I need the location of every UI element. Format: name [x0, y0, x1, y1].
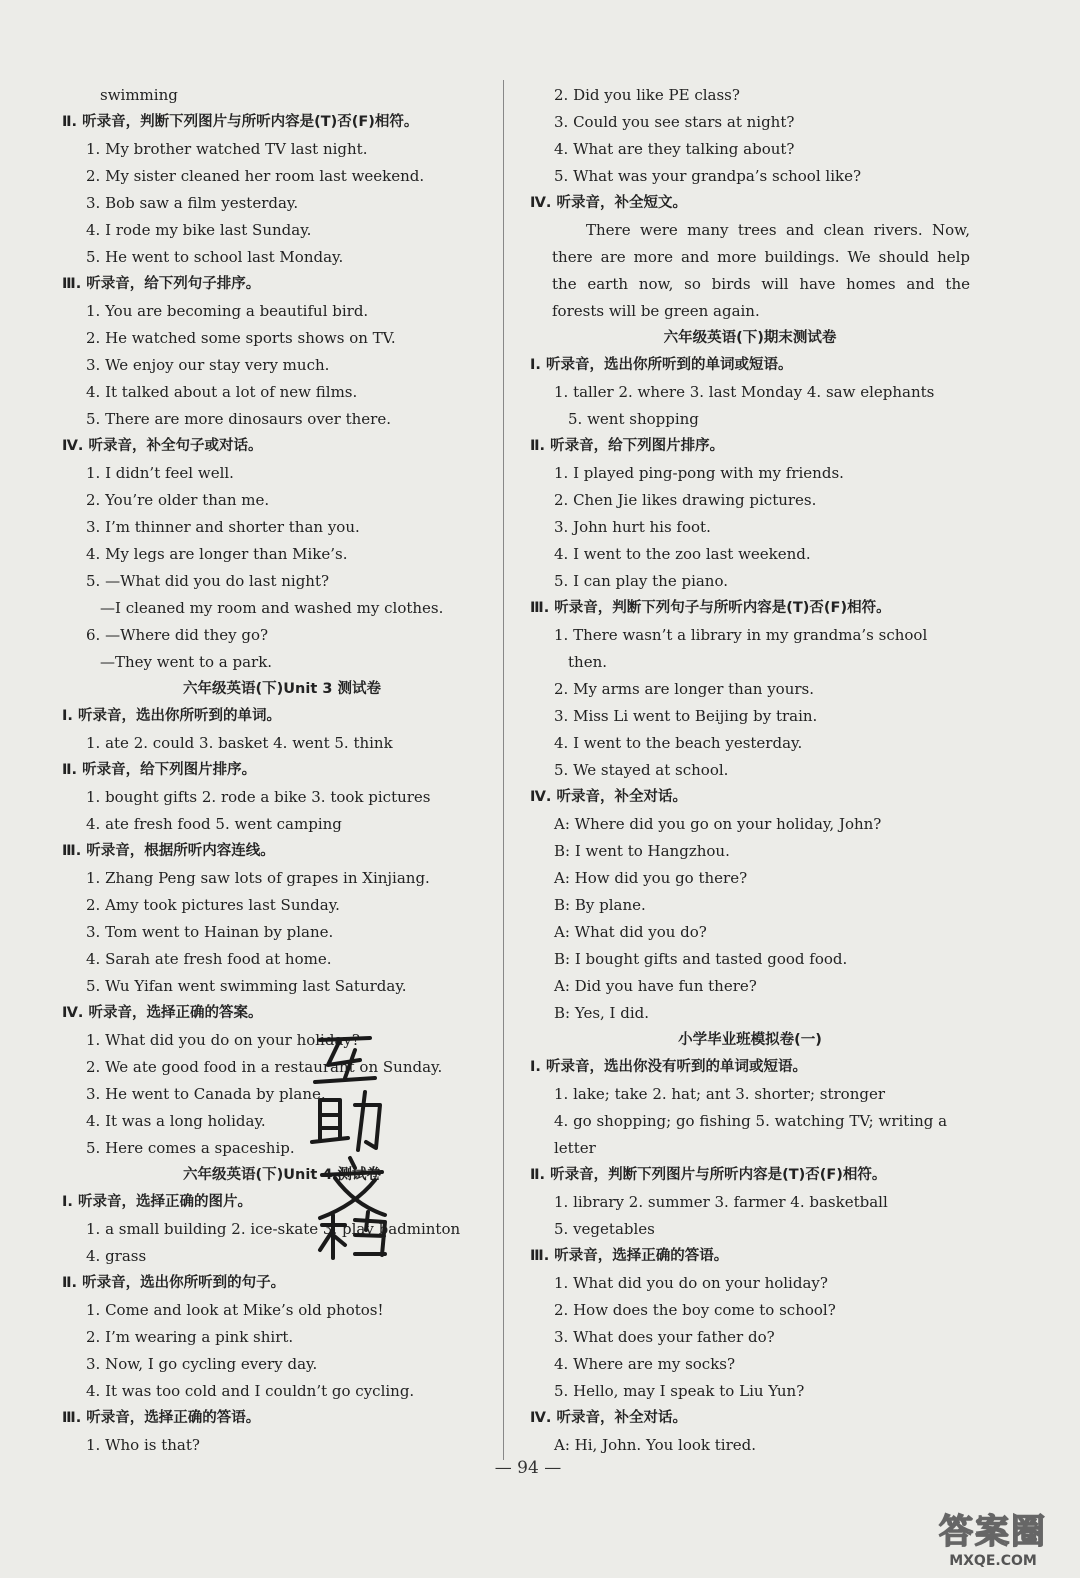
answer-line: 5. vegetables — [554, 1220, 655, 1238]
answer-line: —They went to a park. — [100, 653, 273, 671]
answer-line: 3. Bob saw a film yesterday. — [86, 194, 299, 212]
answer-line: 5. Hello, may I speak to Liu Yun? — [554, 1382, 805, 1400]
section-heading: Ⅱ. 听录音，给下列图片排序。 — [62, 762, 257, 778]
answer-line: 1. I didn’t feel well. — [86, 464, 234, 482]
answer-line: 5. Wu Yifan went swimming last Saturday. — [86, 977, 407, 995]
section-heading: Ⅱ. 听录音，选出你所听到的句子。 — [62, 1275, 286, 1291]
section-heading: Ⅲ. 听录音，给下列句子排序。 — [62, 276, 261, 292]
section-heading: Ⅰ. 听录音，选出你所听到的单词或短语。 — [530, 357, 793, 373]
answer-line: B: By plane. — [554, 896, 646, 914]
answer-line: 1. taller 2. where 3. last Monday 4. saw elephants — [554, 383, 935, 401]
test-title: 六年级英语(下)期末测试卷 — [663, 330, 837, 346]
section-heading: Ⅰ. 听录音，选出你所听到的单词。 — [62, 708, 281, 724]
section-heading: Ⅰ. 听录音，选择正确的图片。 — [62, 1194, 252, 1210]
answer-line: A: How did you go there? — [554, 869, 748, 887]
answer-line: 3. We enjoy our stay very much. — [86, 356, 330, 374]
section-heading: Ⅲ. 听录音，选择正确的答语。 — [530, 1248, 729, 1264]
answer-line: 2. Chen Jie likes drawing pictures. — [554, 491, 817, 509]
answer-line: 4. It was a long holiday. — [86, 1112, 266, 1130]
right-column — [530, 82, 970, 1459]
answer-line: 3. John hurt his foot. — [554, 518, 711, 536]
answer-line: 3. He went to Canada by plane. — [86, 1085, 326, 1103]
paragraph: There were many trees and clean rivers. Now, there are more and more buildings. We should help the earth now, so birds will have homes and the forests will be green again. — [552, 221, 970, 320]
answer-line: 2. We ate good food in a restaurant on Sunday. — [86, 1058, 443, 1076]
section-heading: Ⅳ. 听录音，补全短文。 — [530, 195, 687, 211]
answer-line: 5. went shopping — [568, 410, 699, 428]
answer-line: 5. —What did you do last night? — [86, 572, 330, 590]
answer-line: 4. I went to the zoo last weekend. — [554, 545, 811, 563]
answer-line: 5. Here comes a spaceship. — [86, 1139, 295, 1157]
answer-line: 4. go shopping; go fishing 5. watching TV; writing a — [554, 1112, 948, 1130]
answer-line: 1. I played ping-pong with my friends. — [554, 464, 844, 482]
answer-line: 4. It talked about a lot of new films. — [86, 383, 358, 401]
answer-line: 4. I went to the beach yesterday. — [554, 734, 803, 752]
answer-line: A: Hi, John. You look tired. — [554, 1436, 756, 1454]
answer-line: 1. There wasn’t a library in my grandma’s school — [554, 626, 928, 644]
answer-line: 1. a small building 2. ice-skate 3. play badminton — [86, 1220, 461, 1238]
answer-line: A: What did you do? — [554, 923, 707, 941]
answer-line: 2. My arms are longer than yours. — [554, 680, 815, 698]
answer-line: —I cleaned my room and washed my clothes. — [100, 599, 444, 617]
left-column — [62, 82, 502, 1459]
answer-line: 4. ate fresh food 5. went camping — [86, 815, 342, 833]
answer-line: 1. bought gifts 2. rode a bike 3. took pictures — [86, 788, 431, 806]
answer-line: 1. lake; take 2. hat; ant 3. shorter; stronger — [554, 1085, 886, 1103]
answer-line: B: I went to Hangzhou. — [554, 842, 730, 860]
section-heading: Ⅲ. 听录音，选择正确的答语。 — [62, 1410, 261, 1426]
section-heading: Ⅱ. 听录音，给下列图片排序。 — [530, 438, 725, 454]
answer-line: 3. Could you see stars at night? — [554, 113, 795, 131]
answer-line: 2. He watched some sports shows on TV. — [86, 329, 396, 347]
answer-line: A: Did you have fun there? — [554, 977, 757, 995]
answer-line: 2. I’m wearing a pink shirt. — [86, 1328, 294, 1346]
page-number: — 94 — — [494, 1458, 562, 1478]
answer-line: 2. How does the boy come to school? — [554, 1301, 836, 1319]
answer-line: 3. What does your father do? — [554, 1328, 775, 1346]
answer-line: 4. Sarah ate fresh food at home. — [86, 950, 332, 968]
answer-line: 4. My legs are longer than Mike’s. — [86, 545, 348, 563]
section-heading: Ⅳ. 听录音，补全句子或对话。 — [62, 438, 263, 454]
answer-line: 4. It was too cold and I couldn’t go cycling. — [86, 1382, 415, 1400]
answer-line: 1. Zhang Peng saw lots of grapes in Xinjiang. — [86, 869, 430, 887]
answer-line: B: Yes, I did. — [554, 1004, 650, 1022]
section-heading: Ⅱ. 听录音，判断下列图片与所听内容是(T)否(F)相符。 — [62, 114, 419, 130]
answer-line: 2. My sister cleaned her room last weekend. — [86, 167, 425, 185]
answer-line: 1. My brother watched TV last night. — [86, 140, 368, 158]
answer-line: 1. What did you do on your holiday? — [554, 1274, 828, 1292]
answer-line: 1. What did you do on your holiday? — [86, 1031, 360, 1049]
answer-line: 3. I’m thinner and shorter than you. — [86, 518, 360, 536]
watermark-logo-text: 答案圈 — [939, 1512, 1047, 1552]
section-heading: Ⅳ. 听录音，选择正确的答案。 — [62, 1005, 263, 1021]
answer-line: 1. Who is that? — [86, 1436, 200, 1454]
test-title: 小学毕业班模拟卷(一) — [678, 1032, 822, 1048]
answer-line: 5. We stayed at school. — [554, 761, 729, 779]
answer-line: 1. Come and look at Mike’s old photos! — [86, 1301, 384, 1319]
section-heading: Ⅱ. 听录音，判断下列图片与所听内容是(T)否(F)相符。 — [530, 1167, 887, 1183]
answer-line: 4. grass — [86, 1247, 147, 1265]
answer-line: 5. I can play the piano. — [554, 572, 729, 590]
test-title: 六年级英语(下)Unit 3 测试卷 — [183, 681, 381, 697]
answer-line: 2. You’re older than me. — [86, 491, 270, 509]
column-divider — [503, 80, 504, 1460]
answer-line: 2. Amy took pictures last Sunday. — [86, 896, 340, 914]
answer-line: swimming — [100, 86, 178, 104]
answer-line: 1. library 2. summer 3. farmer 4. basketball — [554, 1193, 888, 1211]
answer-line: then. — [568, 653, 607, 671]
answer-line: 1. ate 2. could 3. basket 4. went 5. think — [86, 734, 393, 752]
watermark-logo — [918, 1504, 1068, 1568]
answer-line: 1. You are becoming a beautiful bird. — [86, 302, 369, 320]
answer-line: B: I bought gifts and tasted good food. — [554, 950, 848, 968]
answer-line: 4. I rode my bike last Sunday. — [86, 221, 312, 239]
section-heading: Ⅳ. 听录音，补全对话。 — [530, 1410, 687, 1426]
answer-line: letter — [554, 1139, 596, 1157]
answer-line: 5. What was your grandpa’s school like? — [554, 167, 861, 185]
answer-line: 3. Miss Li went to Beijing by train. — [554, 707, 818, 725]
watermark-url: MXQE.COM — [949, 1553, 1037, 1569]
section-heading: Ⅰ. 听录音，选出你没有听到的单词或短语。 — [530, 1059, 807, 1075]
answer-line: 5. There are more dinosaurs over there. — [86, 410, 391, 428]
answer-line: 4. What are they talking about? — [554, 140, 795, 158]
answer-line: 2. Did you like PE class? — [554, 86, 740, 104]
answer-line: A: Where did you go on your holiday, John? — [554, 815, 882, 833]
test-title: 六年级英语(下)Unit 4 测试卷 — [183, 1167, 381, 1183]
section-heading: Ⅳ. 听录音，补全对话。 — [530, 789, 687, 805]
section-heading: Ⅲ. 听录音，根据所听内容连线。 — [62, 843, 275, 859]
answer-line: 5. He went to school last Monday. — [86, 248, 344, 266]
answer-line: 6. —Where did they go? — [86, 626, 269, 644]
section-heading: Ⅲ. 听录音，判断下列句子与所听内容是(T)否(F)相符。 — [530, 600, 891, 616]
answer-line: 3. Tom went to Hainan by plane. — [86, 923, 334, 941]
answer-line: 4. Where are my socks? — [554, 1355, 736, 1373]
answer-line: 3. Now, I go cycling every day. — [86, 1355, 318, 1373]
